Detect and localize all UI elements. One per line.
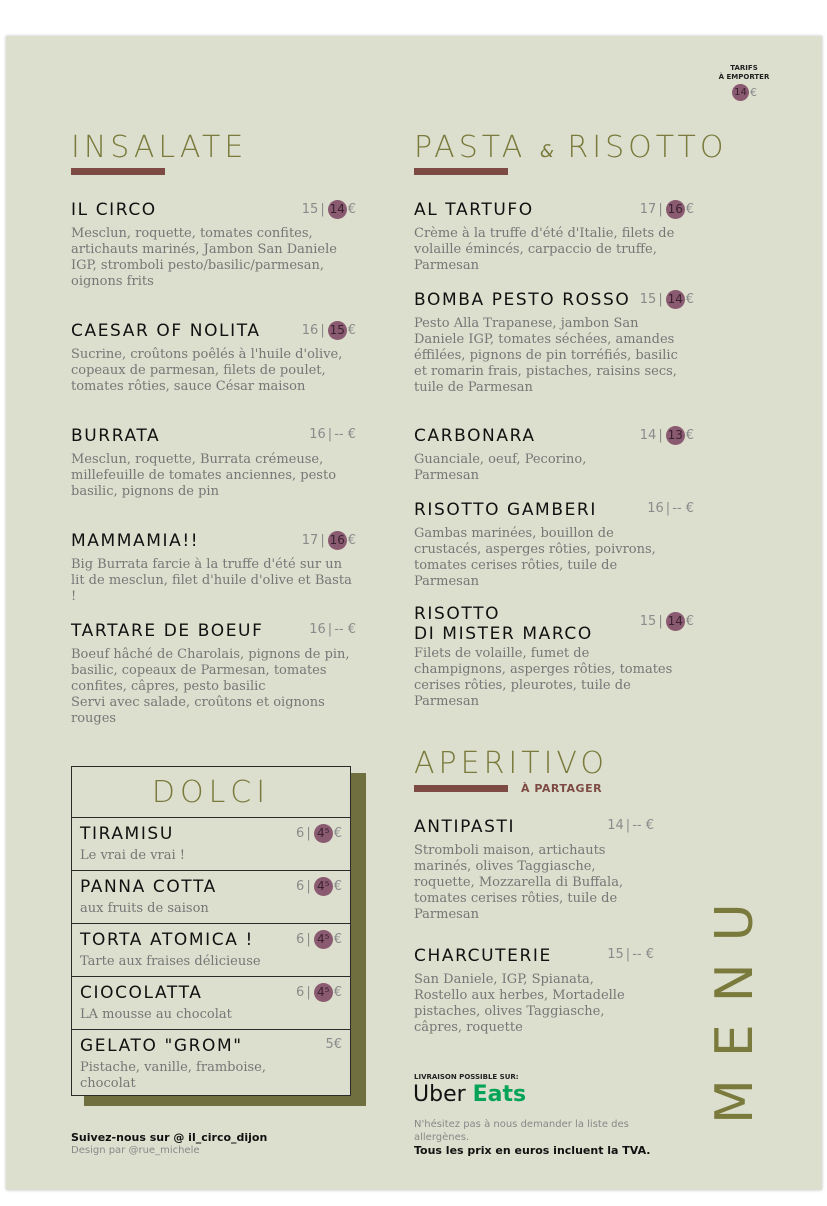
menu-item [72,976,350,1029]
price-currency: € [333,878,342,894]
price-takeaway: -- [632,818,642,833]
takeaway-legend-line1: TARIFS [730,64,758,72]
menu-item [414,946,654,1036]
item-name: CIOCOLATTA [80,983,203,1003]
item-name: TARTARE DE BOEUF [71,621,264,641]
social-follow[interactable]: Suivez-nous sur @ il_circo_dijon [71,1131,268,1144]
tva-note: Tous les prix en euros incluent la TVA. [414,1144,651,1157]
price-takeaway: -- [334,427,344,442]
price-sur-place: 6 [296,825,305,841]
item-description: Mesclun, roquette, Burrata crémeuse, millefeuille de tomates anciennes, pesto basilic, pignons de pin [71,452,337,499]
section-underline [414,168,508,175]
price-takeaway: -- [632,947,642,962]
title-part-pasta: PASTA [414,130,527,165]
price-currency: € [685,291,694,307]
price-takeaway: 14 [666,612,685,631]
item-description: Big Burrata farcie à la truffe d'été sur un lit de mesclun, filet d'huile d'olive et Basta ! [71,557,352,604]
price-currency: € [333,1037,342,1052]
menu-item [414,200,694,274]
item-price: 14 | -- € [607,818,654,833]
item-description: LA mousse au chocolat [80,1007,232,1022]
section-title-aperitivo: APERITIVO [414,746,609,781]
vertical-menu-svg [710,892,770,1124]
price-sur-place: 17 [639,201,657,217]
item-price: 14 | 13 € [640,426,694,445]
section-title-pasta [414,132,728,168]
menu-item [414,500,694,590]
item-price [325,1036,342,1054]
item-name: IL CIRCO [71,200,157,220]
item-description: Pesto Alla Trapanese, jambon San Daniele IGP, tomates séchées, amandes éffilées, pignons de pin torréfiés, basilic et romarin frais, pistaches, raisins secs, tuile de Parmesan [414,316,678,395]
price-takeaway: 4⁵ [314,824,333,843]
item-price: 6 | 4⁵ € [296,983,342,1002]
price-takeaway: 16 [328,531,347,550]
item-name: CAESAR OF NOLITA [71,321,261,341]
section-title-dolci: DOLCI [151,775,271,810]
brand-uber: Uber [413,1082,466,1107]
price-takeaway: 13 [666,426,685,445]
menu-page [6,36,822,1190]
item-description: Pistache, vanille, framboise, chocolat [80,1060,266,1091]
vertical-menu-title [710,892,770,1124]
price-takeaway: 4⁵ [314,983,333,1002]
item-price: 17 | 16 € [302,531,356,550]
item-description: Gambas marinées, bouillon de crustacés, asperges rôties, poivrons, tomates cerises rôties, tuile de Parmesan [414,526,656,589]
menu-item [71,321,356,395]
price-sur-place: 5 [325,1037,334,1052]
delivery-label: LIVRAISON POSSIBLE SUR: [414,1073,519,1081]
price-sur-place: 6 [296,931,305,947]
price-currency: € [685,201,694,217]
menu-item [72,870,350,923]
price-sur-place: 14 [607,818,624,833]
dolci-box [71,766,351,1096]
item-price: 15 | 14 € [302,200,356,219]
item-description: Filets de volaille, fumet de champignons, asperges rôties, tomates cerises rôties, pleurotes, tuile de Parmesan [414,646,673,709]
menu-item [72,1029,350,1095]
aperitivo-subtitle: À PARTAGER [521,782,603,795]
item-name: BOMBA PESTO ROSSO [414,290,631,310]
menu-item [71,621,356,727]
price-currency: € [685,613,694,629]
price-currency: € [347,322,356,338]
section-underline [414,785,508,792]
price-sur-place: 6 [296,878,305,894]
menu-item [414,290,694,396]
title-ampersand: & [539,141,554,162]
price-sur-place: 16 [309,622,326,637]
item-description: Tarte aux fraises délicieuse [80,954,261,969]
price-sur-place: 16 [309,427,326,442]
takeaway-legend-line2: À EMPORTER [718,73,770,81]
item-name: BURRATA [71,426,161,446]
price-currency: € [645,818,654,833]
price-currency: € [347,201,356,217]
item-name: TIRAMISU [80,824,174,844]
price-takeaway: -- [672,501,682,516]
item-name: CHARCUTERIE [414,946,552,966]
item-description: San Daniele, IGP, Spianata, Rostello aux herbes, Mortadelle pistaches, olives Taggiasche, câpres, roquette [414,972,625,1035]
menu-item [414,817,654,923]
allergens-note: N'hésitez pas à nous demander la liste des allergènes. [414,1119,629,1143]
item-name: AL TARTUFO [414,200,534,220]
price-currency: € [347,532,356,548]
price-sur-place: 15 [639,613,657,629]
price-currency: € [347,622,356,637]
item-price: 15 | 14 € [640,290,694,309]
menu-text: MENU [710,892,765,1124]
item-name: RISOTTO [414,604,501,624]
brand-eats: Eats [472,1082,527,1107]
price-takeaway: 4⁵ [314,877,333,896]
price-currency: € [333,931,342,947]
price-sur-place: 14 [639,427,657,443]
price-currency: € [347,427,356,442]
item-name: RISOTTO GAMBERI [414,500,597,520]
item-price: 6 | 4⁵ € [296,877,342,896]
item-name-line2: DI MISTER MARCO [414,624,593,644]
section-underline [71,168,165,175]
item-price: 16 | -- € [309,427,356,442]
item-price: 6 | 4⁵ € [296,930,342,949]
price-sur-place: 17 [301,532,319,548]
menu-item [72,923,350,976]
takeaway-legend-currency: € [750,86,757,99]
takeaway-legend-dot: 14 [732,84,749,101]
item-description: Stromboli maison, artichauts marinés, olives Taggiasche, roquette, Mozzarella di Buffala, tomates cerises rôties, tuile de Parmesan [414,843,624,922]
takeaway-legend [708,64,780,101]
price-takeaway: 14 [328,200,347,219]
menu-item [72,817,350,870]
item-name: PANNA COTTA [80,877,217,897]
title-part-risotto: RISOTTO [567,130,728,165]
price-sur-place: 15 [301,201,319,217]
price-takeaway: 14 [666,290,685,309]
item-price: 6 | 4⁵ € [296,824,342,843]
item-name: CARBONARA [414,426,536,446]
price-takeaway: -- [334,622,344,637]
item-description: Le vrai de vrai ! [80,848,186,863]
item-price: 15 | 14 € [640,612,694,631]
item-name: TORTA ATOMICA ! [80,930,254,950]
item-description-extra: Servi avec salade, croûtons et oignons rouges [71,695,325,726]
price-currency: € [333,984,342,1000]
menu-item [71,426,356,500]
price-takeaway: 4⁵ [314,930,333,949]
item-description: Guanciale, oeuf, Pecorino, Parmesan [414,452,587,483]
menu-item [71,531,356,605]
item-description: aux fruits de saison [80,901,209,916]
item-description: Crème à la truffe d'été d'Italie, filets de volaille émincés, carpaccio de truffe, Parmesan [414,226,675,273]
item-name: ANTIPASTI [414,817,516,837]
uber-eats-logo[interactable] [413,1082,526,1108]
item-price: 15 | -- € [607,947,654,962]
price-takeaway: 15 [328,321,347,340]
price-takeaway: 16 [666,200,685,219]
item-price: 17 | 16 € [640,200,694,219]
menu-item [414,426,694,484]
price-sur-place: 6 [296,984,305,1000]
price-currency: € [645,947,654,962]
price-currency: € [333,825,342,841]
price-sur-place: 15 [639,291,657,307]
price-sur-place: 15 [607,947,624,962]
menu-item [414,604,694,710]
item-description: Sucrine, croûtons poêlés à l'huile d'olive, copeaux de parmesan, filets de poulet, tomates rôties, sauce César maison [71,347,343,394]
price-sur-place: 16 [647,501,664,516]
price-currency: € [685,501,694,516]
item-name: MAMMAMIA!! [71,531,200,551]
price-sur-place: 16 [301,322,319,338]
item-price: 16 | 15 € [302,321,356,340]
section-title-insalate: INSALATE [71,130,248,165]
item-description: Boeuf hâché de Charolais, pignons de pin, basilic, copeaux de Parmesan, tomates confites, câpres, pesto basilic [71,647,350,694]
item-name: GELATO "GROM" [80,1036,243,1056]
design-credit: Design par @rue_michele [71,1145,200,1156]
price-currency: € [685,427,694,443]
item-description: Mesclun, roquette, tomates confites, artichauts marinés, Jambon San Daniele IGP, stromboli pesto/basilic/parmesan, oignons frits [71,226,337,289]
menu-item [71,200,356,290]
item-price: 16 | -- € [647,501,694,516]
item-price: 16 | -- € [309,622,356,637]
